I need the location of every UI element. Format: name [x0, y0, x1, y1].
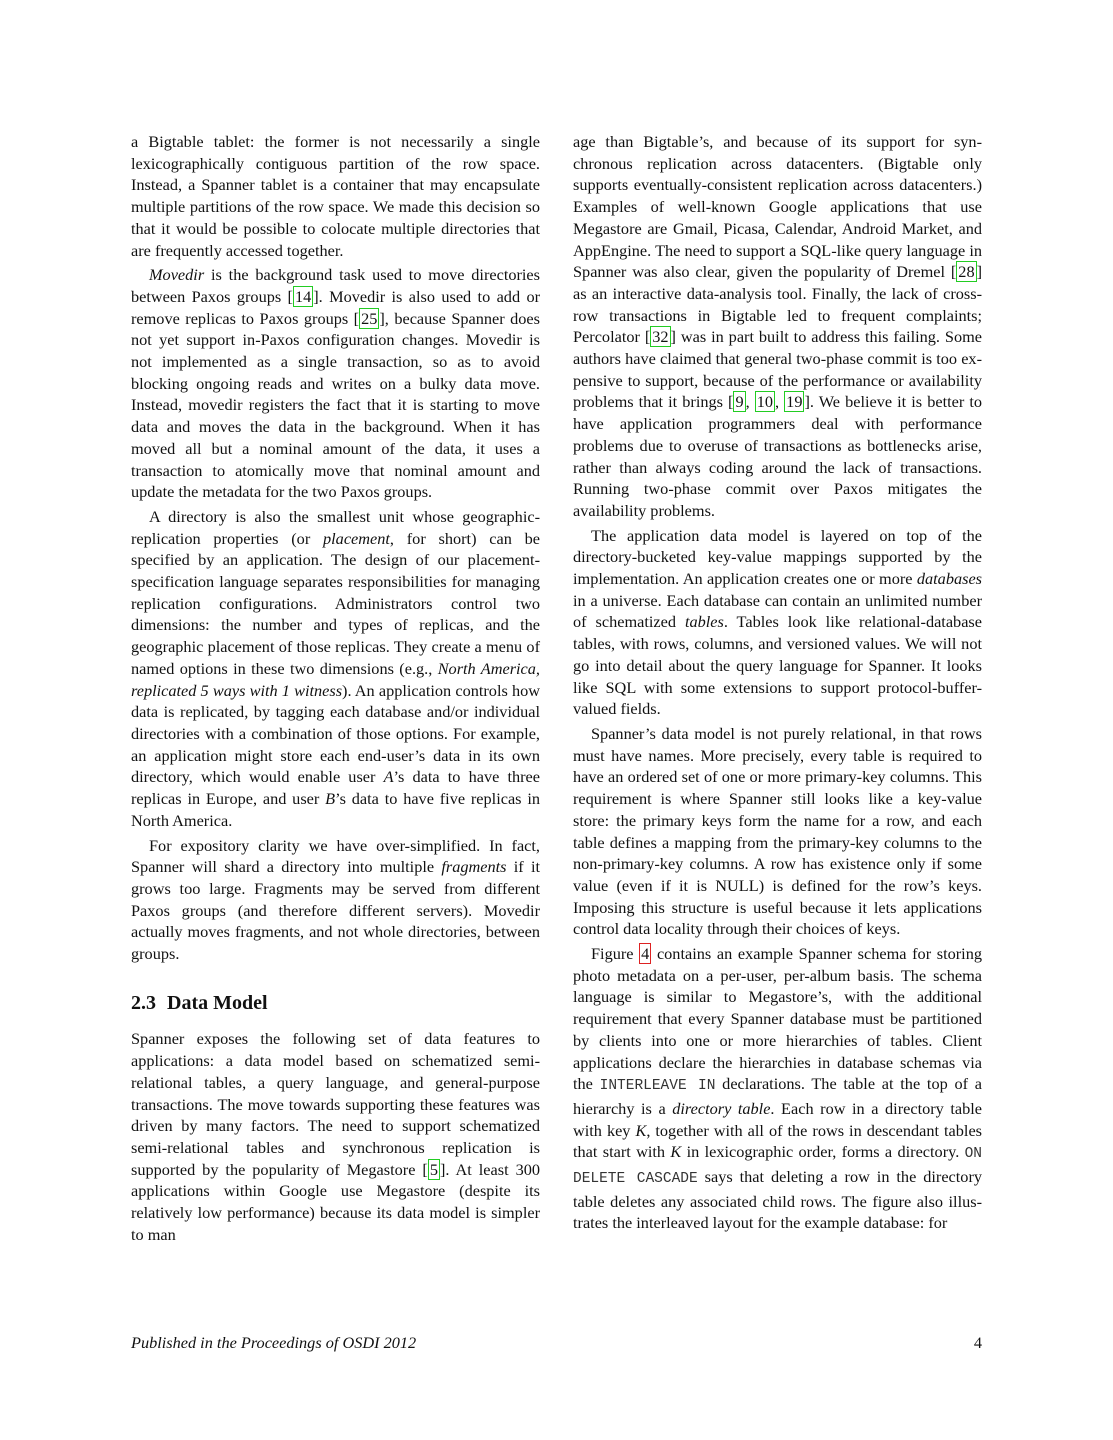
left-column: [131, 131, 540, 1248]
paragraph-relational: Spanner’s data model is not purely relational, in that rows must have names. More precisely, every table is required to have an ordered set of one or more primary-key columns. This requirement is where Spanner still looks like a key-value store: the primary keys form the name for a row, and each table defines a mapping from the primary-key columns to the non-primary-key columns. A row has existence only if some value (even if it is NULL) is defined for the row’s keys. Imposing this structure is useful because it lets applications control data locality through their choices of keys.: [573, 723, 982, 939]
code-interleave-in: INTERLEAVE IN: [599, 1078, 716, 1095]
right-column: [573, 131, 982, 1237]
citation-link[interactable]: 14: [294, 286, 312, 306]
publication-note: Published in the Proceedings of OSDI 2012: [131, 1333, 417, 1352]
figure-link[interactable]: 4: [641, 944, 650, 964]
paragraph-megastore: age than Bigtable’s, and because of its support for synchronous replication across datacenters. (Bigtable only supports eventually-consistent replication across datacenters.) Examples of well-known Google applications that use Megastore are Gmail, Picasa, Calendar, Android Market, and AppEngine. The need to support a SQL-like query language in Spanner was also clear, given the popularity of Dremel [ 28 ] as an interactive data-analysis tool. Finally, the lack of cross-row transactions in Bigtable led to frequent complaints; Percolator [ 32 ] was in part built to address this failing. Some authors have claimed that general two-phase commit is too expensive to support, because of the performance or availability problems that it brings [ 9 , 10 , 19 ]. We believe it is better to have application programmers deal with performance problems due to overuse of transactions as bottlenecks arise, rather than always coding around the lack of transactions. Running two-phase commit over Paxos mitigates the availability problems.: [573, 132, 982, 520]
section-heading: [131, 993, 540, 1015]
paragraph-tablet: a Bigtable tablet: the former is not necessarily a single lexicographically contiguous partition of the row space. Instead, a Spanner tablet is a container that may encapsulate multiple partitions of the row space. We made this decision so that it would be possible to colocate multiple directories that are frequently accessed together.: [131, 132, 540, 260]
page-footer: [131, 1333, 982, 1353]
citation-link[interactable]: 10: [756, 392, 774, 412]
paragraph-movedir: Movedir is the background task used to move directories between Paxos groups [ 14 ]. Movedir is also used to add or remove replicas to Paxos groups [ 25 ], because Spanner does not yet support in-Paxos configuration changes. Movedir is not implemented as a single transaction, so as to avoid blocking ongoing reads and writes on a bulky data move. Instead, movedir registers the fact that it is starting to move data and moves the data in the background. When it has moved all but a nominal amount of the data, it uses a transaction to atomically move that nominal amount and update the metadata for the two Paxos groups.: [131, 265, 541, 502]
paragraph-schema: Figure 4 contains an example Spanner schema for storing photo metadata on a per-user, per-album basis. The schema language is similar to Megastore’s, with the additional requirement that every Spanner database must be partitioned by clients into one or more hierarchies of tables. Client applications declare the hierarchies in database schemas via the INTERLEAVE IN declarations. The table at the top of a hierarchy is a directory table. Each row in a directory table with key K, together with all of the rows in descendant tables that start with K in lexicographic order, forms a directory. ON DELETE CASCADE says that deleting a row in the directory table deletes any associated child rows. The figure also illustrates the interleaved layout for the example database: for: [573, 944, 983, 1233]
section-number: 2.3: [131, 991, 156, 1014]
citation-link[interactable]: 9: [735, 392, 744, 412]
paragraph-data-features: Spanner exposes the following set of data features to applications: a data model based on schematized semi-relational tables, a query language, and general-purpose transactions. The move towards supporting these features was driven by many factors. The need to support schematized semi-relational tables and synchronous replication is supported by the popularity of Megastore [ 5 ]. At least 300 applications within Google use Megastore (despite its relatively low performance) because its data model is simpler to man: [131, 1029, 541, 1244]
code-on-delete-cascade: ON DELETE CASCADE: [573, 1146, 983, 1188]
paragraph-placement: A directory is also the smallest unit whose geographic-replication properties (or placement, for short) can be specified by an application. The design of our placement-specification language separates responsibilities for managing replication configurations. Administrators control two dimensions: the number and types of replicas, and the geographic placement of those replicas. They create a menu of named options in these two dimensions (e.g., North America, replicated 5 ways with 1 witness). An application controls how data is replicated, by tagging each database and/or individual directories with a combination of those options. For example, an application might store each end-user’s data in its own directory, which would enable user A’s data to have three replicas in Europe, and user B’s data to have five replicas in North America.: [131, 506, 541, 830]
citation-link[interactable]: 19: [786, 392, 803, 412]
paragraph-app-data-model: The application data model is layered on top of the directory-bucketed key-value mappings supported by the implementation. An application creates one or more databases in a universe. Each database can contain an unlimited number of schematized tables. Tables look like relational-database tables, with rows, columns, and versioned values. We will not go into detail about the query language for Spanner. It looks like SQL with some extensions to support protocol-buffer-valued fields.: [573, 525, 982, 719]
citation-link[interactable]: 5: [429, 1159, 438, 1179]
page-number: 4: [973, 1333, 982, 1352]
citation-link[interactable]: 25: [361, 308, 378, 328]
citation-link[interactable]: 32: [652, 327, 669, 347]
term-movedir: Movedir: [149, 265, 205, 285]
section-title: Data Model: [167, 991, 268, 1014]
paragraph-fragments: For expository clarity we have over-simplified. In fact, Spanner will shard a directory into multiple fragments if it grows too large. Fragments may be served from different Paxos groups (and therefore different servers). Movedir actually moves fragments, and not whole directories, between groups.: [131, 835, 540, 964]
citation-link[interactable]: 28: [958, 262, 975, 282]
